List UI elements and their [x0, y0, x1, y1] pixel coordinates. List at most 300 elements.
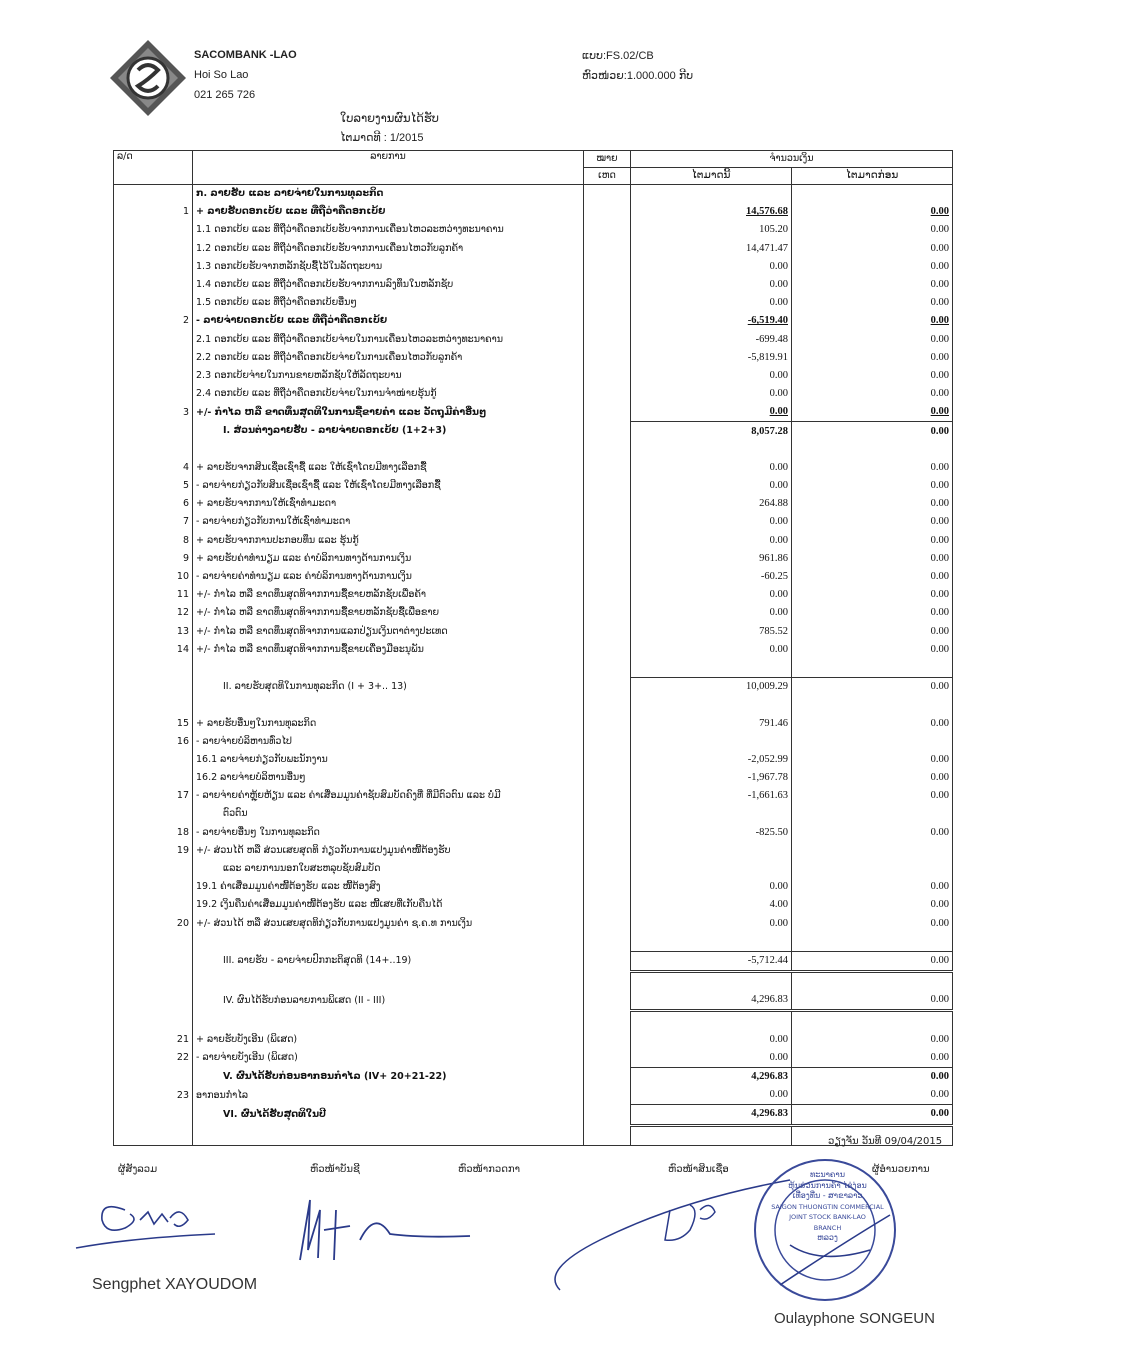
row-previous-value: 0.00 [792, 331, 953, 349]
row-previous-value: 0.00 [792, 878, 953, 896]
row-number: 21 [114, 1031, 193, 1049]
row-label [193, 696, 584, 714]
row-previous-value: 0.00 [792, 568, 953, 586]
row-current-value: 0.00 [631, 532, 792, 550]
row-previous-value [792, 441, 953, 459]
chief-accountant-signature [280, 1190, 480, 1270]
row-previous-value [792, 972, 953, 992]
row-previous-value: 0.00 [792, 422, 953, 441]
row-number [114, 659, 193, 678]
table-row [114, 203, 953, 221]
row-note [584, 805, 631, 823]
row-current-value [631, 659, 792, 678]
row-label: - ລາຍຈ່າຍກ່ຽວກັບການໃຫ້ເຊົ່າທຳມະດາ [193, 513, 584, 531]
row-note [584, 258, 631, 276]
row-current-value: 0.00 [631, 294, 792, 312]
row-note [584, 878, 631, 896]
row-note [584, 221, 631, 239]
col-note-header-1: ໝາຍ [584, 151, 631, 168]
row-label: + ລາຍຮັບບັງເອີນ (ພິເສດ) [193, 1031, 584, 1049]
row-number [114, 1011, 193, 1031]
row-note [584, 915, 631, 933]
col-no-header: ລ/ດ [114, 151, 193, 185]
row-current-value: 791.46 [631, 714, 792, 732]
row-previous-value [792, 696, 953, 714]
row-current-value: 10,009.29 [631, 678, 792, 697]
row-current-value [631, 933, 792, 952]
row-label: - ລາຍຈ່າຍກ່ຽວກັບສິນເຊື່ອເຊົ່າຊື້ ແລະ ໃຫ້ເຊົ່າໂດຍມີທາງເລືອກຊື້ [193, 477, 584, 495]
row-note [584, 842, 631, 860]
row-number [114, 860, 193, 878]
col-note-header-2: ເຫດ [584, 168, 631, 185]
row-number [114, 1105, 193, 1125]
row-note [584, 203, 631, 221]
row-current-value: 4,296.83 [631, 991, 792, 1011]
table-row [114, 532, 953, 550]
row-label: II. ລາຍຮັບສຸດທິໃນການທຸລະກິດ (I + 3+.. 13) [193, 678, 584, 697]
row-note [584, 422, 631, 441]
row-note [584, 623, 631, 641]
row-number: 6 [114, 495, 193, 513]
row-number [114, 751, 193, 769]
row-previous-value: 0.00 [792, 367, 953, 385]
row-current-value [631, 441, 792, 459]
row-previous-value: 0.00 [792, 550, 953, 568]
row-previous-value: 0.00 [792, 477, 953, 495]
row-previous-value: 0.00 [792, 787, 953, 805]
row-number: 19 [114, 842, 193, 860]
table-row [114, 805, 953, 823]
row-label: 16.1 ລາຍຈ່າຍກ່ຽວກັບພະນັກງານ [193, 751, 584, 769]
row-note [584, 385, 631, 403]
row-number [114, 349, 193, 367]
row-note [584, 1049, 631, 1068]
row-current-value: 0.00 [631, 477, 792, 495]
row-label: +/- ກຳໄລ ຫລື ຂາດທຶນສຸດທິຈາກການແລກປ່ຽນເງິນຕາຕ່າງປະເທດ [193, 623, 584, 641]
row-label: I. ສ່ວນຕ່າງລາຍຮັບ - ລາຍຈ່າຍດອກເບ້ຍ (1+2+3) [193, 422, 584, 441]
row-label: ກ. ລາຍຮັບ ແລະ ລາຍຈ່າຍໃນການທຸລະກິດ [193, 185, 584, 204]
row-label: ອາກອນກຳໄລ [193, 1086, 584, 1105]
form-code: ແບບ:FS.02/CB [582, 50, 654, 62]
row-previous-value [792, 842, 953, 860]
row-current-value [631, 185, 792, 204]
table-row [114, 878, 953, 896]
row-number [114, 896, 193, 914]
stamp-line: ຫລວງ [817, 1233, 838, 1242]
table-row [114, 842, 953, 860]
table-row [114, 1011, 953, 1031]
bank-name: SACOMBANK -LAO [194, 49, 297, 61]
table-row [114, 678, 953, 697]
row-number [114, 331, 193, 349]
row-label: 1.3 ດອກເບ້ຍຮັບຈາກຫລັກຊັບຊື້ໄວ້ໃນລັດຖະບານ [193, 258, 584, 276]
table-row [114, 951, 953, 971]
row-current-value: 0.00 [631, 1049, 792, 1068]
row-current-value: 0.00 [631, 878, 792, 896]
table-row [114, 441, 953, 459]
row-note [584, 933, 631, 952]
row-number [114, 185, 193, 204]
table-row [114, 422, 953, 441]
row-number [114, 951, 193, 971]
row-number [114, 258, 193, 276]
row-number: 10 [114, 568, 193, 586]
row-note [584, 586, 631, 604]
table-row [114, 933, 953, 952]
row-current-value: -1,967.78 [631, 769, 792, 787]
row-label: 2.1 ດອກເບ້ຍ ແລະ ທີ່ຖືວ່າຄືດອກເບ້ຍຈ່າຍໃນການເຄື່ອນໄຫວລະຫວ່າງທະນາຄານ [193, 331, 584, 349]
row-label: - ລາຍຈ່າຍຄ່າທຳນຽມ ແລະ ຄ່າບໍລິການທາງດ້ານການເງິນ [193, 568, 584, 586]
row-current-value: -825.50 [631, 824, 792, 842]
row-previous-value: 0.00 [792, 258, 953, 276]
row-label [193, 1125, 584, 1145]
row-note [584, 495, 631, 513]
row-number: 15 [114, 714, 193, 732]
col-amount-header: ຈຳນວນເງິນ [631, 151, 953, 168]
row-label: - ລາຍຈ່າຍດອກເບ້ຍ ແລະ ທີ່ຖືວ່າຄືດອກເບ້ຍ [193, 312, 584, 330]
row-previous-value [792, 805, 953, 823]
row-current-value: -699.48 [631, 331, 792, 349]
row-note [584, 1105, 631, 1125]
table-row [114, 513, 953, 531]
row-number: 8 [114, 532, 193, 550]
row-current-value: 0.00 [631, 403, 792, 422]
row-current-value: 0.00 [631, 1086, 792, 1105]
row-previous-value: 0.00 [792, 1086, 953, 1105]
row-note [584, 532, 631, 550]
table-row [114, 1031, 953, 1049]
row-previous-value: 0.00 [792, 221, 953, 239]
row-note [584, 787, 631, 805]
row-note [584, 678, 631, 697]
row-current-value [631, 860, 792, 878]
table-row [114, 240, 953, 258]
row-label: V. ຜົນໄດ້ຮັບກ່ອນອາກອນກຳໄລ (IV+ 20+21-22) [193, 1068, 584, 1087]
row-number [114, 991, 193, 1011]
row-current-value [631, 1125, 792, 1145]
row-current-value: 4.00 [631, 896, 792, 914]
row-label: +/- ສ່ວນໄດ້ ຫລື ສ່ວນເສຍສຸດທິກ່ຽວກັບການແປງມູນຄ່າ ຊ.ຄ.ທ ການເງິນ [193, 915, 584, 933]
row-current-value: 264.88 [631, 495, 792, 513]
table-row [114, 221, 953, 239]
stamp-line: ຫຸ້ນສ່ວນການຄ້າ ໄຊ່ງ່ອນ [788, 1180, 867, 1190]
income-statement-table [113, 150, 953, 1146]
preparer-name: Sengphet XAYOUDOM [92, 1276, 258, 1293]
row-note [584, 714, 631, 732]
row-label [193, 441, 584, 459]
table-row [114, 860, 953, 878]
table-row [114, 568, 953, 586]
row-note [584, 824, 631, 842]
table-row [114, 787, 953, 805]
table-row [114, 915, 953, 933]
row-previous-value [792, 733, 953, 751]
table-row [114, 185, 953, 204]
row-label: +/- ສ່ວນໄດ້ ຫລື ສ່ວນເສຍສຸດທິ ກ່ຽວກັບການແປງມູນຄ່າໜີ້ຕ້ອງຮັບ [193, 842, 584, 860]
row-current-value: 785.52 [631, 623, 792, 641]
row-current-value: 4,296.83 [631, 1105, 792, 1125]
stamp-line: SAIGON THUONGTIN COMMERCIAL [771, 1202, 884, 1211]
row-number [114, 221, 193, 239]
row-number: 20 [114, 915, 193, 933]
report-date: ວຽງຈັນ ວັນທີ 09/04/2015 [828, 1136, 943, 1147]
row-label: +/- ກຳໄລ ຫລື ຂາດທຶນສຸດທິຈາກການຊື້ຂາຍຫລັກຊັບຊື້ເພື່ອຂາຍ [193, 604, 584, 622]
row-note [584, 459, 631, 477]
row-number: 23 [114, 1086, 193, 1105]
row-label: + ລາຍຮັບຈາກການປະກອບທຶນ ແລະ ຮຸ້ນກູ້ [193, 532, 584, 550]
row-previous-value: 0.00 [792, 915, 953, 933]
row-current-value: 0.00 [631, 367, 792, 385]
row-label [193, 972, 584, 992]
row-previous-value: 0.00 [792, 312, 953, 330]
row-note [584, 1011, 631, 1031]
row-previous-value: 0.00 [792, 641, 953, 659]
row-note [584, 568, 631, 586]
table-row [114, 1125, 953, 1145]
row-current-value: 14,576.68 [631, 203, 792, 221]
row-label [193, 659, 584, 678]
row-note [584, 185, 631, 204]
table-row [114, 385, 953, 403]
row-previous-value [792, 659, 953, 678]
row-label: ຕົວຕົນ [193, 805, 584, 823]
table-row [114, 459, 953, 477]
row-label: - ລາຍຈ່າຍບໍລິຫານທົ່ວໄປ [193, 733, 584, 751]
row-note [584, 477, 631, 495]
row-previous-value: 0.00 [792, 276, 953, 294]
row-current-value [631, 1011, 792, 1031]
table-row [114, 1049, 953, 1068]
row-note [584, 896, 631, 914]
row-current-value: -5,712.44 [631, 951, 792, 971]
row-note [584, 276, 631, 294]
row-number: 14 [114, 641, 193, 659]
table-header-row-1 [114, 151, 953, 168]
stamp-text [770, 1170, 885, 1244]
row-label: + ລາຍຮັບອື່ນໆໃນການທຸລະກິດ [193, 714, 584, 732]
table-row [114, 477, 953, 495]
row-label [193, 1011, 584, 1031]
row-label: 2.3 ດອກເບ້ຍຈ່າຍໃນການຂາຍຫລັກຊັບໃຫ້ລັດຖະບານ [193, 367, 584, 385]
row-previous-value: 0.00 [792, 495, 953, 513]
row-label: VI. ຜົນໄດ້ຮັບສຸດທິໃນປີ [193, 1105, 584, 1125]
row-previous-value: 0.00 [792, 459, 953, 477]
row-current-value: -60.25 [631, 568, 792, 586]
row-previous-value [792, 1011, 953, 1031]
row-label: - ລາຍຈ່າຍອື່ນໆ ໃນການທຸລະກິດ [193, 824, 584, 842]
row-current-value: 8,057.28 [631, 422, 792, 441]
row-current-value: 0.00 [631, 586, 792, 604]
table-row [114, 714, 953, 732]
row-number [114, 240, 193, 258]
row-label: 19.2 ເງິນຄືນຄ່າເສື່ອມມູນຄ່າໜີ້ຕ້ອງຮັບ ແລະ ໜີ້ເສຍທີ່ເກັບຄືນໄດ້ [193, 896, 584, 914]
preparer-signature [70, 1190, 220, 1260]
row-previous-value [792, 933, 953, 952]
table-row [114, 586, 953, 604]
row-note [584, 860, 631, 878]
row-label: 2.2 ດອກເບ້ຍ ແລະ ທີ່ຖືວ່າຄືດອກເບ້ຍຈ່າຍໃນການເຄື່ອນໄຫວກັບລູກຄ້າ [193, 349, 584, 367]
row-number [114, 678, 193, 697]
row-previous-value: 0.00 [792, 532, 953, 550]
row-note [584, 659, 631, 678]
row-number: 9 [114, 550, 193, 568]
row-note [584, 1031, 631, 1049]
row-number [114, 696, 193, 714]
row-label: + ລາຍຮັບດອກເບ້ຍ ແລະ ທີ່ຖືວ່າຄືດອກເບ້ຍ [193, 203, 584, 221]
row-previous-value [792, 860, 953, 878]
row-previous-value: 0.00 [792, 604, 953, 622]
row-label: +/- ກຳໄລ ຫລື ຂາດທຶນສຸດທິຈາກການຊື້ຂາຍຫລັກຊັບເພື່ອຄ້າ [193, 586, 584, 604]
row-current-value: 0.00 [631, 459, 792, 477]
row-number [114, 276, 193, 294]
row-previous-value: 0.00 [792, 513, 953, 531]
row-note [584, 604, 631, 622]
table-row [114, 824, 953, 842]
row-current-value [631, 733, 792, 751]
row-note [584, 294, 631, 312]
row-current-value: 14,471.47 [631, 240, 792, 258]
table-row [114, 403, 953, 422]
row-note [584, 751, 631, 769]
row-previous-value: 0.00 [792, 896, 953, 914]
table-row [114, 991, 953, 1011]
row-label: 16.2 ລາຍຈ່າຍບໍລິຫານອື່ນໆ [193, 769, 584, 787]
table-row [114, 1068, 953, 1087]
row-current-value: 0.00 [631, 276, 792, 294]
report-title: ໃບລາຍງານຜົນໄດ້ຮັບ [340, 113, 439, 125]
row-note [584, 641, 631, 659]
row-number: 4 [114, 459, 193, 477]
row-previous-value: 0.00 [792, 385, 953, 403]
row-number [114, 972, 193, 992]
row-label: IV. ຜົນໄດ້ຮັບກ່ອນລາຍການພິເສດ (II - III) [193, 991, 584, 1011]
row-label: 2.4 ດອກເບ້ຍ ແລະ ທີ່ຖືວ່າຄືດອກເບ້ຍຈ່າຍໃນການຈຳໜ່າຍຮຸ້ນກູ້ [193, 385, 584, 403]
preparer-label: ຜູ້ສັງລວມ [118, 1164, 158, 1175]
row-note [584, 331, 631, 349]
row-previous-value [792, 185, 953, 204]
row-previous-value: 0.00 [792, 714, 953, 732]
row-previous-value: 0.00 [792, 586, 953, 604]
row-number [114, 385, 193, 403]
row-label: +/- ກຳໄລ ຫລື ຂາດທຶນສຸດທິໃນການຊື້ຂາຍຄຳ ແລະ ວັດຖຸມີຄ່າອື່ນໆ [193, 403, 584, 422]
row-previous-value: 0.00 [792, 991, 953, 1011]
report-period: ໄຕມາດທີ : 1/2015 [340, 132, 424, 144]
row-number: 2 [114, 312, 193, 330]
row-number [114, 1068, 193, 1087]
row-number: 7 [114, 513, 193, 531]
director-name: Oulayphone SONGEUN [774, 1310, 935, 1327]
table-row [114, 1105, 953, 1125]
row-number [114, 441, 193, 459]
row-note [584, 769, 631, 787]
row-number [114, 933, 193, 952]
row-label: 1.5 ດອກເບ້ຍ ແລະ ທີ່ຖືວ່າຄືດອກເບ້ຍອື່ນໆ [193, 294, 584, 312]
row-label: 1.2 ດອກເບ້ຍ ແລະ ທີ່ຖືວ່າຄືດອກເບ້ຍຮັບຈາກການເຄື່ອນໄຫວກັບລູກຄ້າ [193, 240, 584, 258]
table-row [114, 331, 953, 349]
table-row [114, 659, 953, 678]
row-previous-value: 0.00 [792, 403, 953, 422]
row-note [584, 1068, 631, 1087]
phone-number: 021 265 726 [194, 89, 256, 101]
row-current-value: 0.00 [631, 604, 792, 622]
director-label: ຜູ້ອຳນວຍການ [872, 1164, 930, 1175]
row-label: - ລາຍຈ່າຍບັງເອີນ (ພິເສດ) [193, 1049, 584, 1068]
row-previous-value: 0.00 [792, 951, 953, 971]
table-row [114, 896, 953, 914]
row-label: 1.1 ດອກເບ້ຍ ແລະ ທີ່ຖືວ່າຄືດອກເບ້ຍຮັບຈາກການເຄື່ອນໄຫວລະຫວ່າງທະນາຄານ [193, 221, 584, 239]
table-row [114, 1086, 953, 1105]
row-number [114, 805, 193, 823]
row-current-value [631, 842, 792, 860]
table-row [114, 367, 953, 385]
stamp-line: ທະນາຄານ [810, 1170, 845, 1179]
row-number: 13 [114, 623, 193, 641]
row-number: 12 [114, 604, 193, 622]
table-row [114, 312, 953, 330]
row-current-value: 0.00 [631, 513, 792, 531]
row-note [584, 1125, 631, 1145]
credit-head-label: ຫົວໜ້າສິນເຊື່ອ [668, 1164, 729, 1175]
stamp-line: ເທື່ອງທີ່ນ - ສາຂາລາວ [792, 1191, 863, 1200]
row-current-value: 105.20 [631, 221, 792, 239]
row-note [584, 972, 631, 992]
row-label: 19.1 ຄ່າເສື່ອມມູນຄ່າໜີ້ຕ້ອງຮັບ ແລະ ໜີ້ຕ້ອງສົງ [193, 878, 584, 896]
row-label: +/- ກຳໄລ ຫລື ຂາດທຶນສຸດທິຈາກການຊື້ຂາຍເຄື່ອງມືອະນຸພັນ [193, 641, 584, 659]
row-note [584, 312, 631, 330]
row-number [114, 878, 193, 896]
row-label: - ລາຍຈ່າຍຄ່າຫຼຸ້ຍຫ້ຽນ ແລະ ຄ່າເສື່ອມມູນຄ່າຊັບສົມບັດຄົງທີ່ ທີ່ມີຕົວຕົນ ແລະ ບໍ່ມີ [193, 787, 584, 805]
table-body [114, 185, 953, 1146]
row-number [114, 769, 193, 787]
row-note [584, 513, 631, 531]
row-number: 3 [114, 403, 193, 422]
row-label: + ລາຍຮັບຈາກການໃຫ້ເຊົ່າທຳມະດາ [193, 495, 584, 513]
row-current-value: 0.00 [631, 1031, 792, 1049]
row-number: 22 [114, 1049, 193, 1068]
row-label [193, 933, 584, 952]
col-previous-header: ໄຕມາດກ່ອນ [792, 168, 953, 185]
table-row [114, 258, 953, 276]
row-current-value: 961.86 [631, 550, 792, 568]
row-previous-value: 0.00 [792, 623, 953, 641]
row-note [584, 441, 631, 459]
row-label: ແລະ ລາຍການນອກໃບສະຫລຸບຊັບສົມບັດ [193, 860, 584, 878]
row-current-value: 0.00 [631, 258, 792, 276]
row-previous-value: 0.00 [792, 240, 953, 258]
table-row [114, 769, 953, 787]
table-row [114, 276, 953, 294]
row-previous-value: 0.00 [792, 294, 953, 312]
row-note [584, 951, 631, 971]
row-note [584, 403, 631, 422]
row-label: + ລາຍຮັບຈາກສິນເຊື່ອເຊົ່າຊື້ ແລະ ໃຫ້ເຊົ່າໂດຍມີທາງເລືອກຊື້ [193, 459, 584, 477]
row-current-value [631, 972, 792, 992]
row-number: 5 [114, 477, 193, 495]
row-number [114, 1125, 193, 1145]
branch-name: Hoi So Lao [194, 69, 249, 81]
row-previous-value: 0.00 [792, 824, 953, 842]
table-row [114, 495, 953, 513]
bank-logo [108, 38, 188, 118]
stamp-line: BRANCH [813, 1223, 842, 1232]
table-row [114, 972, 953, 992]
row-number: 17 [114, 787, 193, 805]
row-note [584, 696, 631, 714]
row-previous-value: 0.00 [792, 349, 953, 367]
stamp-line: JOINT STOCK BANK-LAO [789, 1213, 866, 1221]
row-number [114, 367, 193, 385]
currency-unit: ຫົວໜ່ວຍ:1.000.000 ກີບ [582, 70, 694, 82]
